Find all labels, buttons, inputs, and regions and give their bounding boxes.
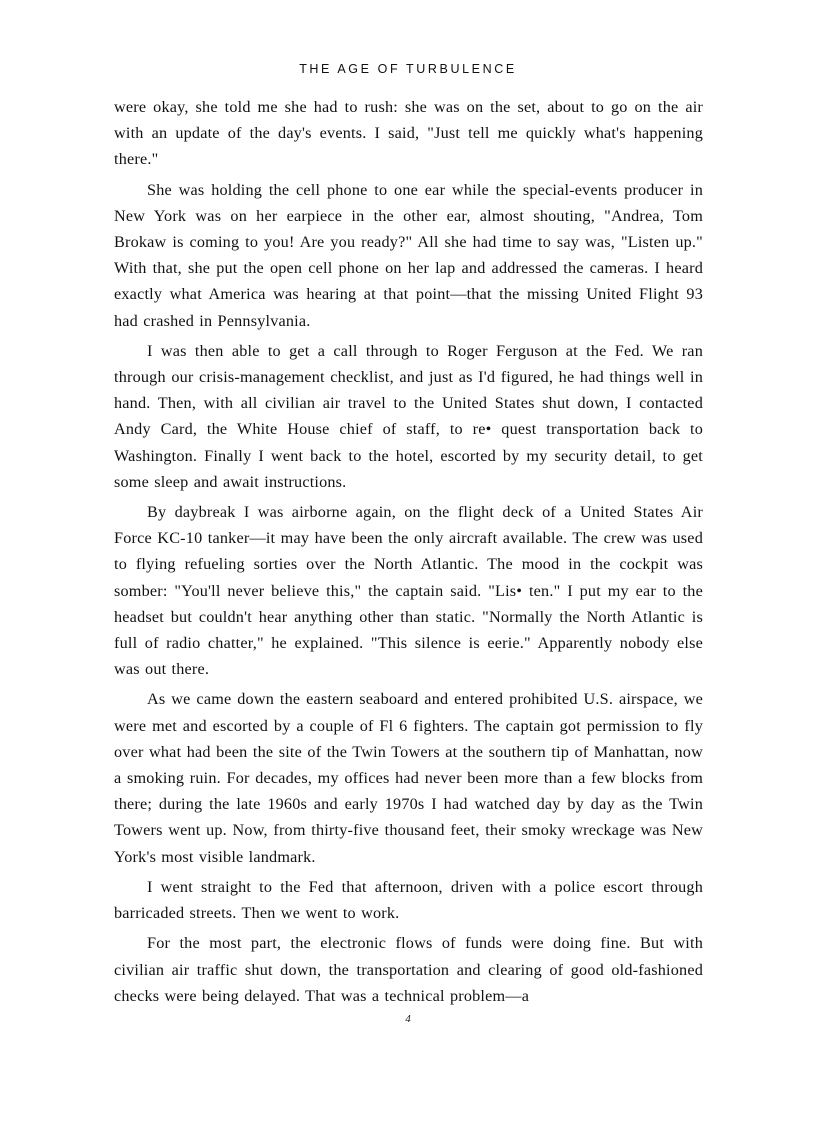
- paragraph: As we came down the eastern seaboard and entered prohibited U.S. airspace, we were met and escorted by a couple of Fl 6 fighters. The captain got permission to fly over what had been the site of the Twin Towers at the southern tip of Manhattan, now a smoking ruin. For decades, my offices had never been more than a few blocks from there; during the late 1960s and early 1970s I had watched day by day as the Twin Towers went up. Now, from thirty-five thousand feet, their smoky wreckage was New York's most visible landmark.: [114, 690, 703, 866]
- page-number: 4: [405, 1013, 411, 1025]
- paragraph-continued: were okay, she told me she had to rush: she was on the set, about to go on the air with an update of the day's events. I said, "Just tell me quickly what's happening there.": [114, 98, 703, 169]
- paragraph: I was then able to get a call through to Roger Ferguson at the Fed. We ran through our crisis-management checklist, and just as I'd figured, he had things well in hand. Then, with all civilian air travel to the United States shut down, I contacted Andy Card, the White House chief of staff, to re• quest transportation back to Washington. Finally I went back to the hotel, escorted by my security detail, to get some sleep and await instructions.: [114, 341, 703, 491]
- paragraph: By daybreak I was airborne again, on the flight deck of a United States Air Force KC-10 tanker—it may have been the only aircraft available. The crew was used to flying refueling sorties over the North Atlantic. The mood in the cockpit was somber: "You'll never believe this," the captain said. "Lis• ten." I put my ear to the headset but couldn't hear anything other than static. "Normally the North Atlantic is full of radio chatter," he explained. "This silence is eerie." Apparently nobody else was out there.: [114, 503, 703, 679]
- running-head: THE AGE OF TURBULENCE: [299, 62, 517, 76]
- paragraph: For the most part, the electronic flows of funds were doing fine. But with civilian air traffic shut down, the transportation and clearing of good old-fashioned checks were being delayed. That was a technical problem—a: [114, 934, 703, 1005]
- paragraph: She was holding the cell phone to one ear while the special-events producer in New York was on her earpiece in the other ear, almost shouting, "Andrea, Tom Brokaw is coming to you! Are you ready?" All she had time to say was, "Listen up." With that, she put the open cell phone on her lap and addressed the cameras. I heard exactly what America was hearing at that point—that the missing United Flight 93 had crashed in Pennsylvania.: [114, 180, 703, 330]
- body-text: [114, 94, 703, 1013]
- paragraph: I went straight to the Fed that afternoon, driven with a police escort through barricaded streets. Then we went to work.: [114, 877, 703, 923]
